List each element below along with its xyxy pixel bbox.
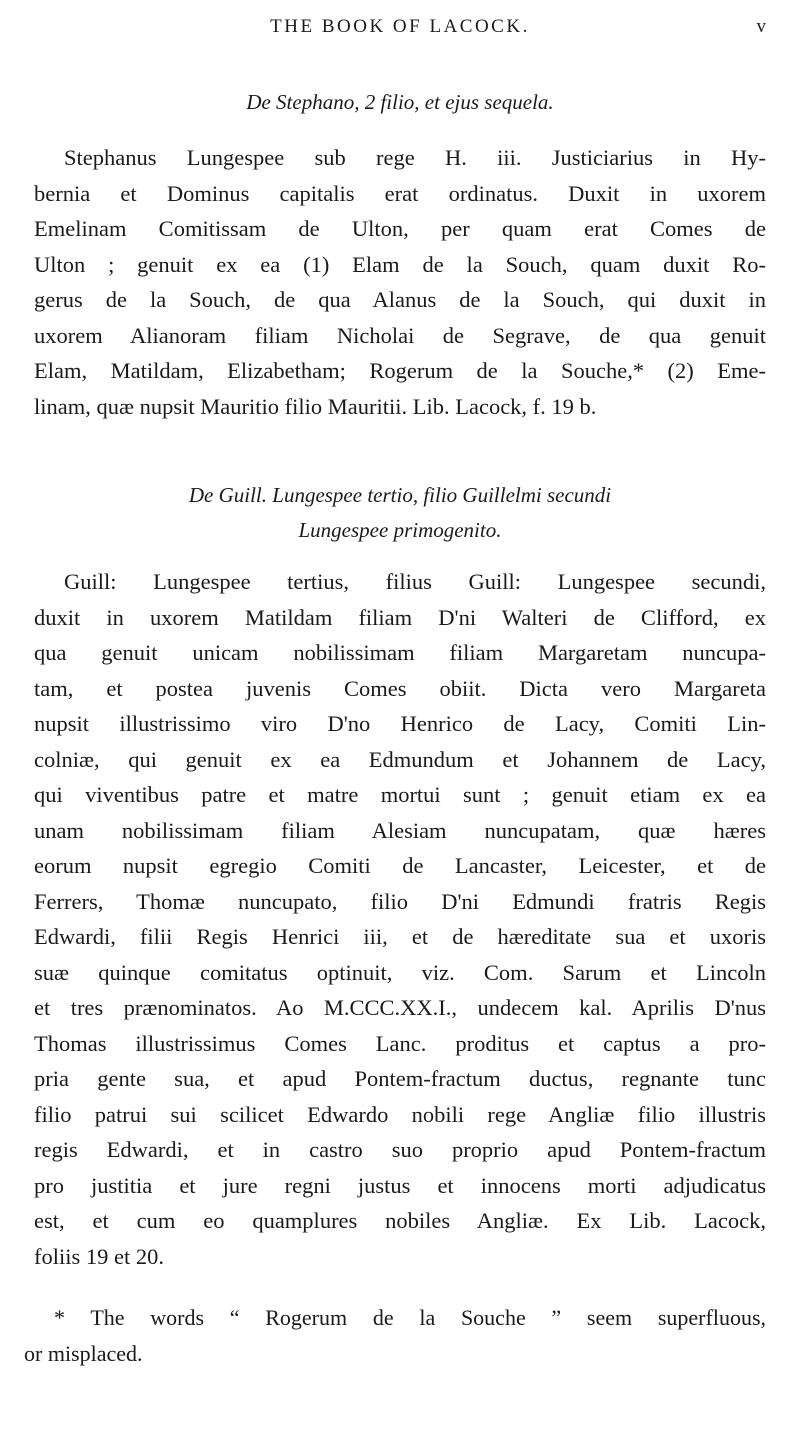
footnote [24,1300,766,1371]
text-line: Stephanus Lungespee sub rege H. iii. Justiciarius in Hy- [64,145,766,170]
paragraph-stephano [34,140,766,424]
paragraph-guill [34,564,766,1274]
text-line: nupsit illustrissimo viro D'no Henrico de Lacy, Comiti Lin- [34,711,766,736]
text-line: uxorem Alianoram filiam Nicholai de Segrave, de qua genuit [34,322,766,348]
section-heading-stephano: De Stephano, 2 filio, et ejus sequela. [246,90,554,114]
text-line: Ulton ; genuit ex ea (1) Elam de la Souch, quam duxit Ro- [34,251,766,277]
text-line: duxit in uxorem Matildam filiam D'ni Walteri de Clifford, ex [34,604,766,630]
text-line: colniæ, qui genuit ex ea Edmundum et Johannem de Lacy, [34,746,766,772]
text-line: Elam, Matildam, Elizabetham; Rogerum de la Souche,* (2) Eme- [34,358,766,383]
text-line: pria gente sua, et apud Pontem-fractum ductus, regnante tunc [34,1066,766,1091]
footnote-line: * The words “ Rogerum de la Souche ” seem superfluous, [54,1305,766,1330]
text-line: Ferrers, Thomæ nuncupato, filio D'ni Edmundi fratris Regis [34,888,766,914]
text-line: bernia et Dominus capitalis erat ordinatus. Duxit in uxorem [34,180,766,206]
text-line: suæ quinque comitatus optinuit, viz. Com. Sarum et Lincoln [34,959,766,985]
text-line: pro justitia et jure regni justus et innocens morti adjudicatus [34,1172,766,1198]
text-line: regis Edwardi, et in castro suo proprio apud Pontem-fractum [34,1137,766,1162]
text-line: gerus de la Souch, de qua Alanus de la Souch, qui duxit in [34,287,766,312]
text-line: Edwardi, filii Regis Henrici iii, et de hæreditate sua et uxoris [34,924,766,949]
running-title: THE BOOK OF LACOCK. [270,16,530,37]
text-line: Thomas illustrissimus Comes Lanc. proditus et captus a pro- [34,1030,766,1056]
footnote-line: or misplaced. [24,1340,143,1366]
text-line: filio patrui sui scilicet Edwardo nobili rege Angliæ filio illustris [34,1101,766,1127]
text-line: qui viventibus patre et matre mortui sunt ; genuit etiam ex ea [34,782,766,807]
text-line: est, et cum eo quamplures nobiles Angliæ. Ex Lib. Lacock, [34,1208,766,1233]
running-head [0,14,800,44]
text-line: et tres prænominatos. Aο M.CCC.XX.I., undecem kal. Aprilis D'nus [34,995,766,1020]
text-line: unam nobilissimam filiam Alesiam nuncupatam, quæ hæres [34,817,766,843]
text-line: qua genuit unicam nobilissimam filiam Margaretam nuncupa- [34,640,766,665]
text-line: Emelinam Comitissam de Ulton, per quam erat Comes de [34,216,766,241]
text-line: Guill: Lungespee tertius, filius Guill: Lungespee secundi, [64,569,766,594]
page-number: v [756,16,766,37]
section-heading-guill-line2: Lungespee primogenito. [298,518,502,542]
text-line: foliis 19 et 20. [34,1243,164,1269]
text-line: linam, quæ nupsit Mauritio filio Mauritii. Lib. Lacock, f. 19 b. [34,393,597,419]
text-line: tam, et postea juvenis Comes obiit. Dicta vero Margareta [34,675,766,701]
section-heading-guill-line1: De Guill. Lungespee tertio, filio Guillelmi secundi [188,483,612,507]
text-line: eorum nupsit egregio Comiti de Lancaster, Leicester, et de [34,853,766,878]
